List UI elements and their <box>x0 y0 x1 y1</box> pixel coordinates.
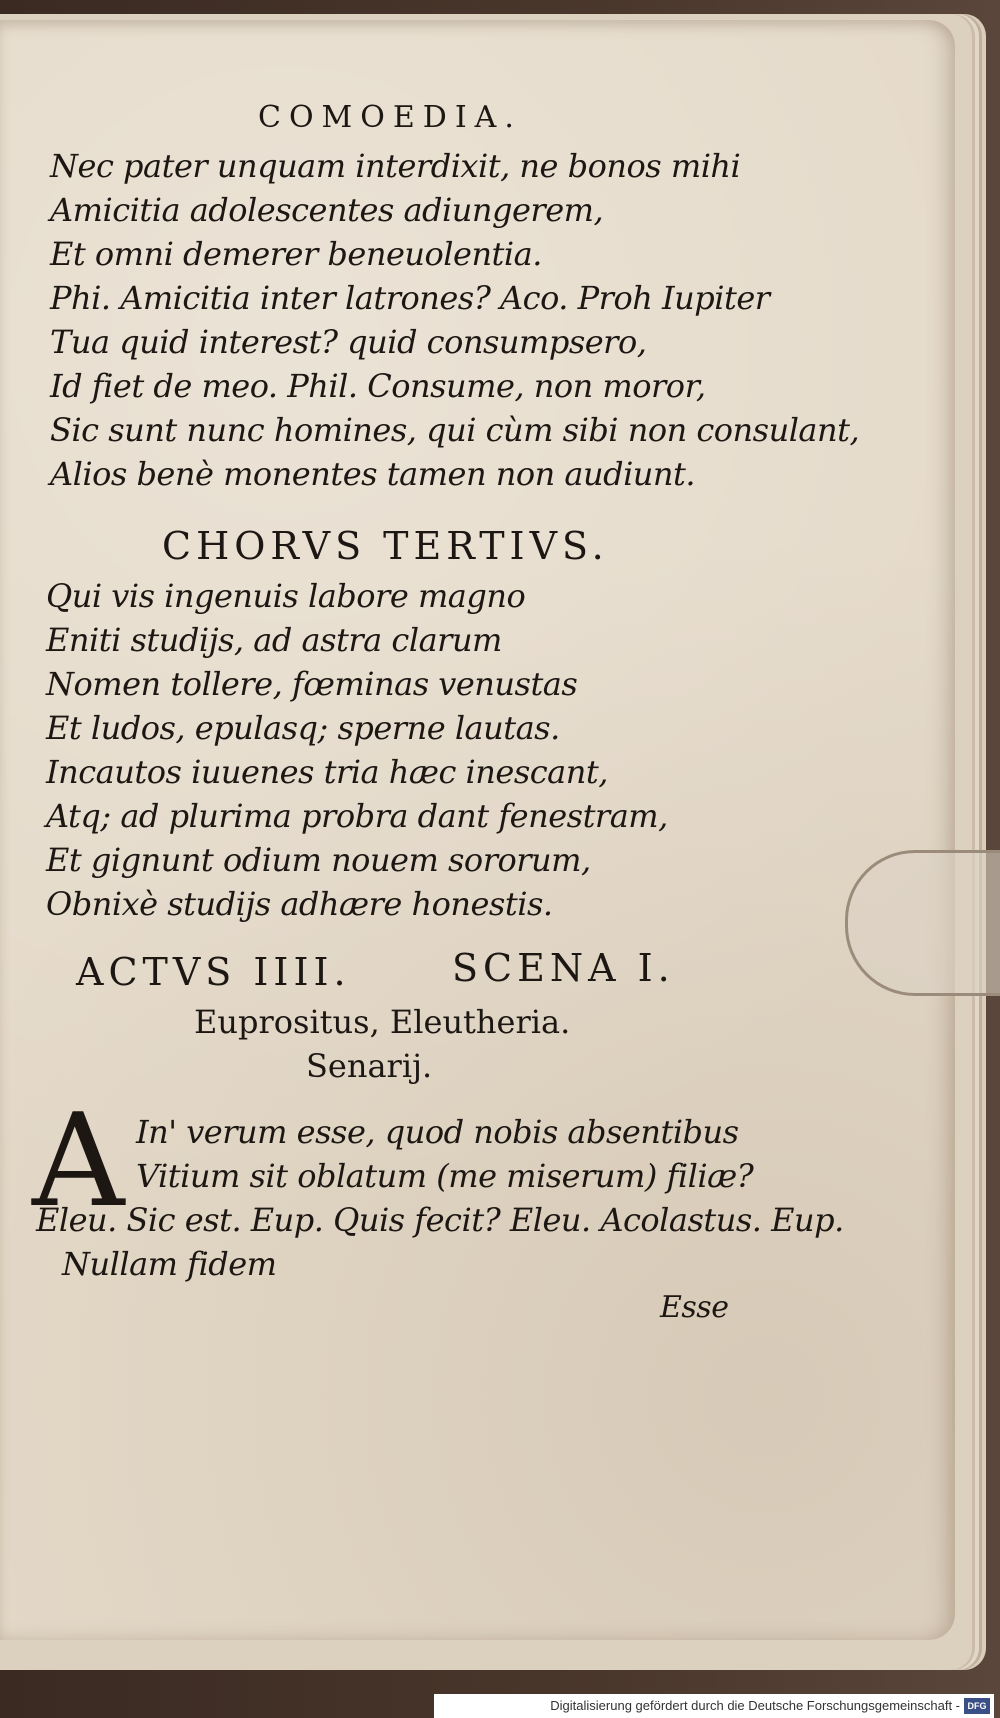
verse-line: Et omni demerer beneuolentia. <box>50 235 542 273</box>
scene-line: Nullam fidem <box>62 1245 277 1283</box>
chorus-line: Incautos iuuenes tria hæc inescant, <box>46 753 608 791</box>
verse-line: Phi. Amicitia inter latrones? Aco. Proh Iupiter <box>50 279 770 317</box>
verse-line: Tua quid interest? quid consumpsero, <box>50 323 647 361</box>
chorus-line: Qui vis ingenuis labore magno <box>46 577 526 615</box>
verse-line: Alios benè monentes tamen non audiunt. <box>50 455 696 493</box>
scene-heading: SCENA I. <box>452 946 675 990</box>
book-page <box>0 20 955 1640</box>
dramatis-personae: Euprositus, Eleutheria. <box>194 1003 571 1041</box>
scene-line: Vitium sit oblatum (me miserum) filiæ? <box>136 1157 754 1195</box>
page-text <box>0 20 955 1640</box>
credit-text: Digitalisierung gefördert durch die Deutsche Forschungsgemeinschaft - <box>550 1698 960 1713</box>
drop-cap: A <box>32 1087 125 1236</box>
catchword: Esse <box>660 1290 729 1325</box>
chorus-line: Nomen tollere, fœminas venustas <box>46 665 578 703</box>
verse-line: Nec pater unquam interdixit, ne bonos mihi <box>50 147 741 185</box>
verse-line: Sic sunt nunc homines, qui cùm sibi non consulant, <box>50 411 860 449</box>
running-head: COMOEDIA. <box>258 100 522 135</box>
scene-line: In' verum esse, quod nobis absentibus <box>136 1113 739 1151</box>
verse-line: Amicitia adolescentes adiungerem, <box>50 191 604 229</box>
act-heading: ACTVS IIII. <box>76 950 351 994</box>
verse-line: Id fiet de meo. Phil. Consume, non moror, <box>50 367 706 405</box>
chorus-line: Et gignunt odium nouem sororum, <box>46 841 591 879</box>
scene-line: Eleu. Sic est. Eup. Quis fecit? Eleu. Acolastus. Eup. <box>36 1201 844 1239</box>
meter-label: Senarij. <box>306 1047 433 1085</box>
digitization-credit <box>434 1694 994 1718</box>
chorus-line: Atq; ad plurima probra dant fenestram, <box>46 797 668 835</box>
dfg-logo-icon: DFG <box>964 1698 990 1714</box>
chorus-line: Eniti studijs, ad astra clarum <box>46 621 502 659</box>
chorus-heading: CHORVS TERTIVS. <box>162 524 609 568</box>
chorus-line: Et ludos, epulasq; sperne lautas. <box>46 709 560 747</box>
chorus-line: Obnixè studijs adhære honestis. <box>46 885 553 923</box>
